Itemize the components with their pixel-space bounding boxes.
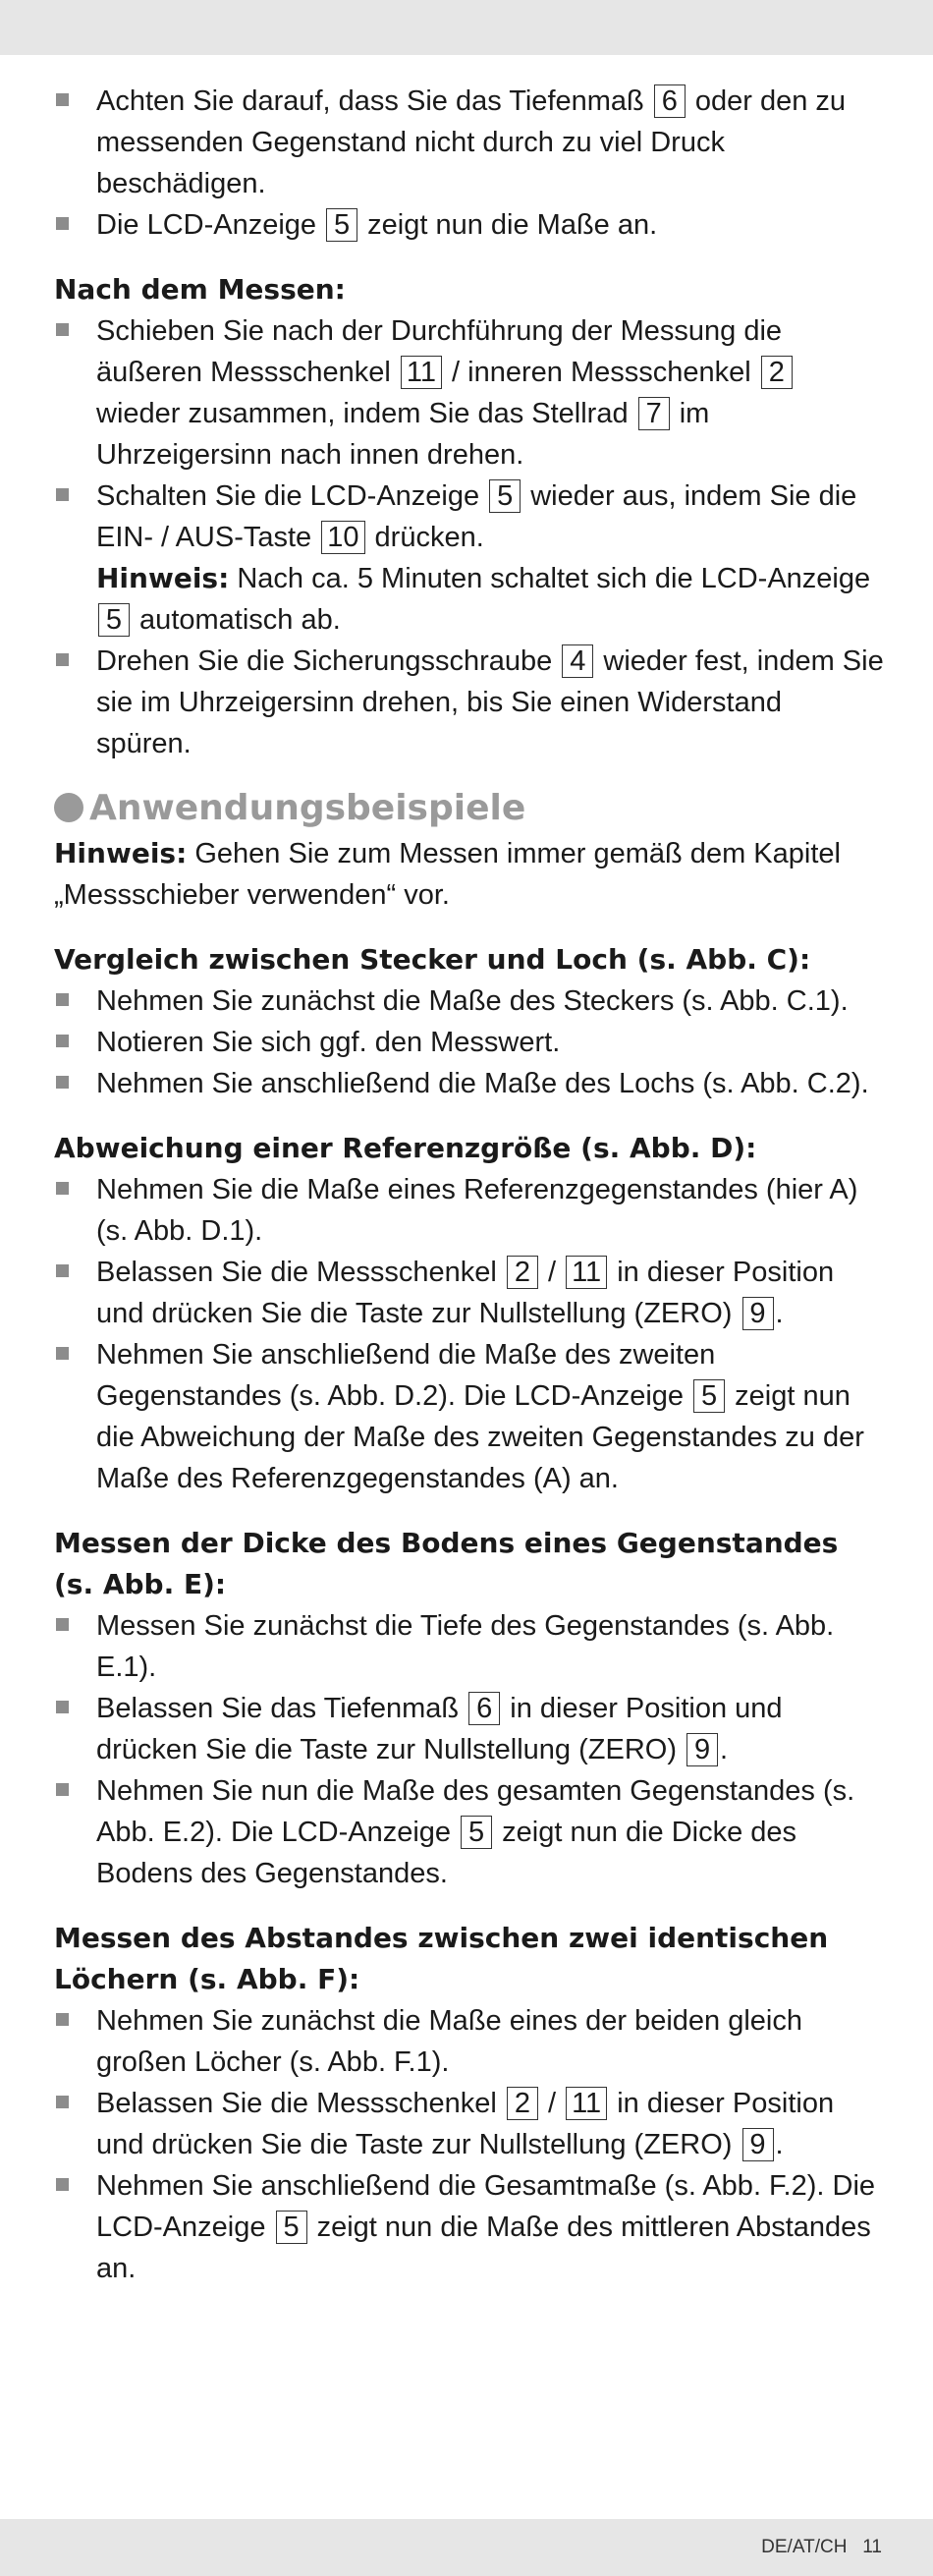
ref-number: 7 — [638, 397, 670, 430]
ref-number: 5 — [326, 208, 357, 242]
bullet-dot-icon — [54, 793, 83, 822]
ref-number: 2 — [761, 356, 793, 389]
list-item: Belassen Sie die Messschenkel 2 / 11 in dieser Position und drücken Sie die Taste zur Nullstellung (ZERO) 9 . — [54, 2083, 884, 2165]
list-item: Belassen Sie das Tiefenmaß 6 in dieser Position und drücken Sie die Taste zur Nullstellung (ZERO) 9 . — [54, 1688, 884, 1770]
list-item: Nehmen Sie zunächst die Maße eines der beiden gleich großen Löcher (s. Abb. F.1). — [54, 2000, 884, 2083]
ref-number: 5 — [489, 479, 521, 513]
page-footer — [761, 2537, 882, 2558]
ref-number: 6 — [654, 84, 686, 118]
ref-number: 5 — [461, 1816, 492, 1849]
heading-example-e: Messen der Dicke des Bodens eines Gegenstandes (s. Abb. E): — [54, 1527, 839, 1600]
page-content — [54, 81, 884, 2289]
ref-number: 9 — [742, 1297, 774, 1330]
after-list — [54, 310, 884, 764]
ref-number: 11 — [566, 2087, 607, 2120]
note-label: Hinweis: — [54, 837, 188, 869]
list-item: Nehmen Sie anschließend die Maße des zweiten Gegenstandes (s. Abb. D.2). Die LCD-Anzeige 5 zeigt nun die Abweichung der Maße des zweiten Gegenstandes zu der Maße des Referenzgegenstandes (A) an. — [54, 1334, 884, 1499]
heading-example-d: Abweichung einer Referenzgröße (s. Abb. D): — [54, 1132, 757, 1164]
example-f-list — [54, 2000, 884, 2289]
ref-number: 9 — [742, 2128, 774, 2161]
top-band — [0, 0, 933, 55]
intro-list — [54, 81, 884, 246]
list-item: Notieren Sie sich ggf. den Messwert. — [54, 1022, 884, 1063]
ref-number: 9 — [686, 1733, 718, 1766]
list-item: Schieben Sie nach der Durchführung der Messung die äußeren Messschenkel 11 / inneren Messschenkel 2 wieder zusammen, indem Sie das Stellrad 7 im Uhrzeigersinn nach innen drehen. — [54, 310, 884, 476]
ref-number: 2 — [507, 2087, 538, 2120]
list-item: Schalten Sie die LCD-Anzeige 5 wieder aus, indem Sie die EIN- / AUS-Taste 10 drücken. Hinweis: Nach ca. 5 Minuten schaltet sich die LCD-Anzeige 5 automatisch ab. — [54, 476, 884, 641]
ref-number: 5 — [98, 603, 130, 637]
footer-locale: DE/AT/CH — [761, 2537, 848, 2557]
list-item: Die LCD-Anzeige 5 zeigt nun die Maße an. — [54, 204, 884, 246]
example-d-list — [54, 1169, 884, 1499]
note-label: Hinweis: — [96, 562, 230, 594]
list-item: Nehmen Sie anschließend die Maße des Lochs (s. Abb. C.2). — [54, 1063, 884, 1104]
ref-number: 5 — [276, 2211, 307, 2244]
list-item: Nehmen Sie anschließend die Gesamtmaße (s. Abb. F.2). Die LCD-Anzeige 5 zeigt nun die Maße des mittleren Abstandes an. — [54, 2165, 884, 2289]
ref-number: 4 — [562, 644, 593, 678]
examples-note: Hinweis: Gehen Sie zum Messen immer gemäß dem Kapitel „Messschieber verwenden“ vor. — [54, 837, 841, 911]
list-item: Nehmen Sie nun die Maße des gesamten Gegenstandes (s. Abb. E.2). Die LCD-Anzeige 5 zeigt nun die Dicke des Bodens des Gegenstandes. — [54, 1770, 884, 1894]
page-number: 11 — [862, 2537, 882, 2557]
list-item: Achten Sie darauf, dass Sie das Tiefenmaß 6 oder den zu messenden Gegenstand nicht durch zu viel Druck beschädigen. — [54, 81, 884, 204]
list-item: Messen Sie zunächst die Tiefe des Gegenstandes (s. Abb. E.1). — [54, 1605, 884, 1688]
ref-number: 6 — [468, 1692, 500, 1725]
section-title: Anwendungsbeispiele — [54, 784, 884, 833]
list-item: Nehmen Sie zunächst die Maße des Steckers (s. Abb. C.1). — [54, 980, 884, 1022]
list-item: Belassen Sie die Messschenkel 2 / 11 in dieser Position und drücken Sie die Taste zur Nullstellung (ZERO) 9 . — [54, 1252, 884, 1334]
example-c-list — [54, 980, 884, 1104]
ref-number: 11 — [401, 356, 442, 389]
list-item: Drehen Sie die Sicherungsschraube 4 wieder fest, indem Sie sie im Uhrzeigersinn drehen, bis Sie einen Widerstand spüren. — [54, 641, 884, 764]
heading-example-c: Vergleich zwischen Stecker und Loch (s. Abb. C): — [54, 943, 811, 976]
ref-number: 10 — [321, 521, 364, 554]
list-item: Nehmen Sie die Maße eines Referenzgegenstandes (hier A) (s. Abb. D.1). — [54, 1169, 884, 1252]
ref-number: 11 — [566, 1256, 607, 1289]
ref-number: 2 — [507, 1256, 538, 1289]
ref-number: 5 — [693, 1379, 725, 1413]
heading-after-measuring: Nach dem Messen: — [54, 273, 346, 306]
heading-example-f: Messen des Abstandes zwischen zwei identischen Löchern (s. Abb. F): — [54, 1922, 829, 1995]
example-e-list — [54, 1605, 884, 1894]
